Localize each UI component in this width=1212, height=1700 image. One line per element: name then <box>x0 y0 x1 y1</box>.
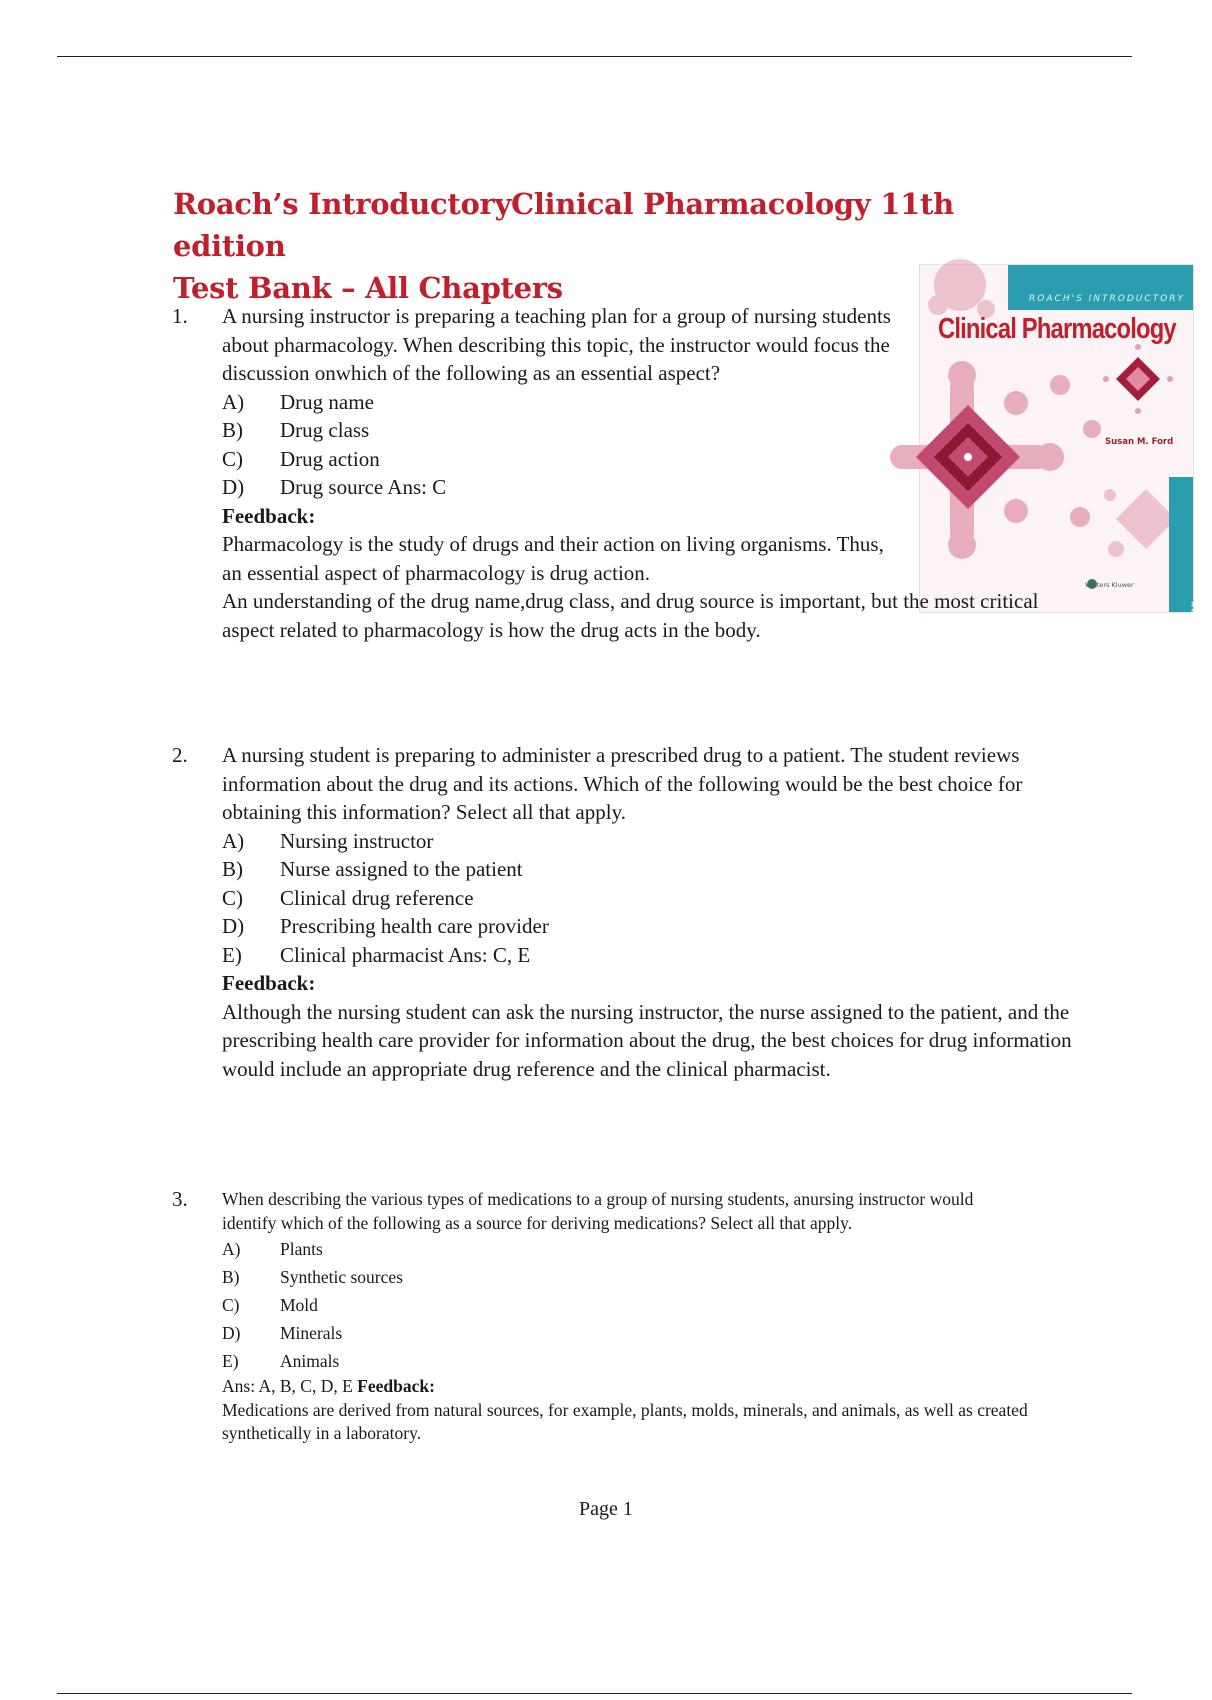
feedback-label: Feedback: <box>222 971 316 995</box>
option-letter: C) <box>222 885 243 910</box>
option-text: Plants <box>280 1239 323 1259</box>
top-rule <box>57 56 1132 57</box>
option-d <box>222 473 1087 502</box>
feedback-text: Although the nursing student can ask the nursing instructor, the nurse assigned to the patient, and the prescribing health care provider for information about the drug, the best choices for drug information would include an appropriate drug reference and the clinical pharmacist. <box>222 999 1072 1081</box>
option-letter: B) <box>222 1267 240 1287</box>
option-text: Nurse assigned to the patient <box>280 857 523 881</box>
feedback-label: Feedback: <box>222 503 316 528</box>
feedback-text: Medications are derived from natural sources, for example, plants, molds, minerals, and animals, as well as created synthetically in a laboratory. <box>222 1399 1028 1443</box>
page-number: Page 1 <box>579 1498 633 1520</box>
feedback-text: Pharmacology is the study of drugs and their action on living organisms. Thus, an essential aspect of pharmacology is drug action. <box>222 532 884 585</box>
question-3 <box>172 1188 1087 1446</box>
option-text: Drug name <box>280 389 374 414</box>
answer-line <box>222 1375 1087 1399</box>
cover-edition-text: ELEVENTH EDITION <box>1190 600 1198 695</box>
option-b <box>222 416 1087 445</box>
cover-author: Susan M. Ford <box>1105 437 1174 447</box>
option-text: Minerals <box>280 1323 343 1343</box>
option-text: Clinical pharmacist Ans: C, E <box>280 942 531 967</box>
title-line-1: Roach’s IntroductoryClinical Pharmacology 11th edition <box>173 187 954 263</box>
option-text: Nursing instructor <box>280 828 434 853</box>
option-text: Drug class <box>280 418 370 442</box>
option-letter: C) <box>222 446 243 471</box>
option-e <box>222 941 1082 970</box>
question-1 <box>172 302 1087 644</box>
question-stem: A nursing student is preparing to administer a prescribed drug to a patient. The student reviews information about the drug and its actions. Which of the following would be the best choice for obtaining this information? Select all that apply. <box>222 743 1023 824</box>
cover-series-text: ROACH'S INTRODUCTORY <box>1029 294 1185 304</box>
question-2 <box>172 741 1087 1083</box>
question-stem: When describing the various types of medications to a group of nursing students, anursing instructor would identify which of the following as a source for deriving medications? Select all that apply. <box>222 1189 974 1233</box>
title-line-2: Test Bank – All Chapters <box>173 271 563 305</box>
option-letter: A) <box>222 389 245 414</box>
option-letter: D) <box>222 475 245 499</box>
option-text: Synthetic sources <box>280 1267 403 1287</box>
feedback-label: Feedback: <box>357 1376 435 1396</box>
question-number: 3. <box>172 1187 188 1211</box>
option-letter: B) <box>222 418 243 442</box>
option-letter: D) <box>222 914 245 938</box>
option-e <box>222 1347 1087 1375</box>
question-number: 2. <box>172 743 188 767</box>
option-b <box>222 855 1082 884</box>
feedback-text-continued: An understanding of the drug name,drug class, and drug source is important, but the most critical aspect related to pharmacology is how the drug acts in the body. <box>222 589 1039 642</box>
option-b <box>222 1263 1087 1291</box>
cover-title: Clinical Pharmacology <box>938 313 1176 345</box>
option-letter: A) <box>222 1239 241 1259</box>
question-stem: A nursing instructor is preparing a teaching plan for a group of nursing students about pharmacology. When describing this topic, the instructor would focus the discussion onwhich of the following as an essential aspect? <box>222 304 891 385</box>
option-d <box>222 912 1082 941</box>
option-letter: D) <box>222 1323 241 1343</box>
question-number: 1. <box>172 304 188 328</box>
option-text: Animals <box>280 1351 340 1371</box>
option-letter: E) <box>222 942 242 967</box>
option-c <box>222 884 1082 913</box>
option-a <box>222 1235 1087 1263</box>
option-text: Clinical drug reference <box>280 885 474 910</box>
option-c <box>222 1291 1087 1319</box>
cover-publisher: Wolters Kluwer <box>1085 581 1134 589</box>
option-text: Drug source Ans: C <box>280 475 447 499</box>
option-text: Mold <box>280 1295 318 1315</box>
cover-edition-bar <box>1169 477 1193 612</box>
option-text: Prescribing health care provider <box>280 914 549 938</box>
bottom-rule <box>57 1693 1132 1694</box>
option-letter: C) <box>222 1295 240 1315</box>
option-a <box>222 827 1082 856</box>
option-d <box>222 1319 1087 1347</box>
option-letter: E) <box>222 1351 239 1371</box>
option-letter: A) <box>222 828 245 853</box>
option-letter: B) <box>222 857 243 881</box>
option-a <box>222 388 1087 417</box>
option-c <box>222 445 1087 474</box>
option-text: Drug action <box>280 446 380 471</box>
answer-text: Ans: A, B, C, D, E <box>222 1376 353 1396</box>
